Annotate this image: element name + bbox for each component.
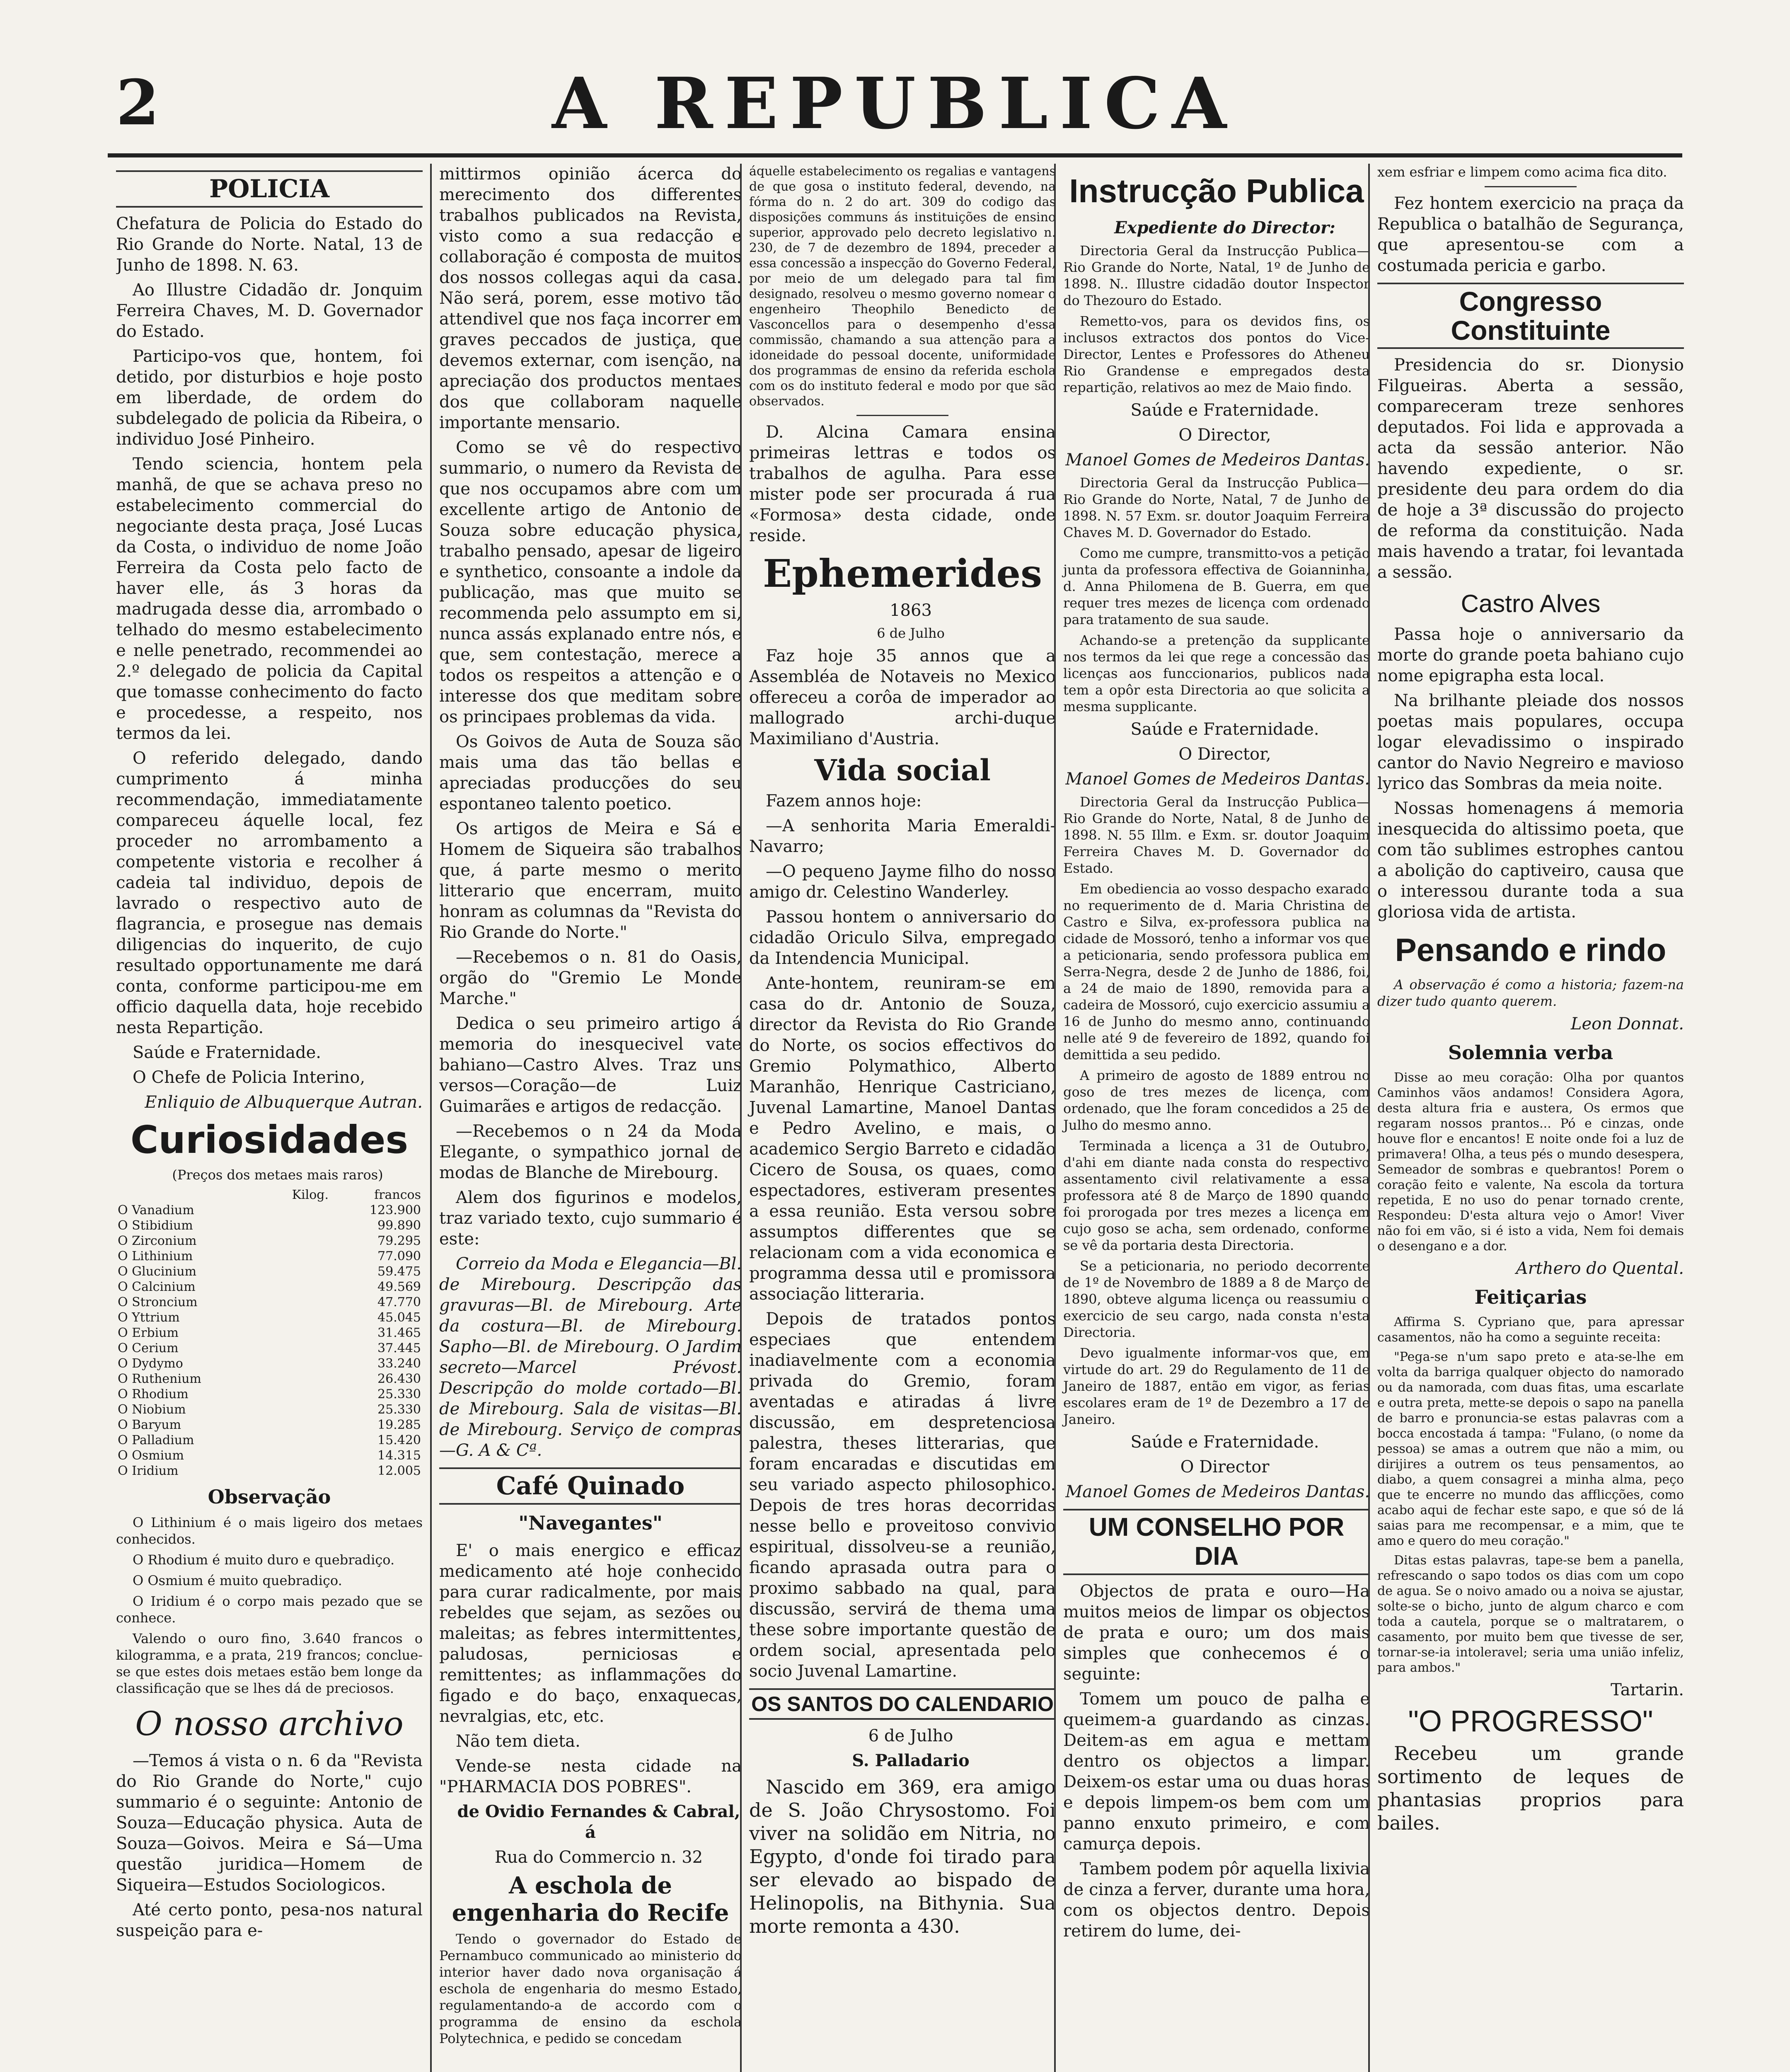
instrucao-paragraph: A primeiro de agosto de 1889 entrou no goso de tres mezes de licença, com ordenado, que lhe foram concedidos a 25 de Julho do mesmo anno. <box>1063 1067 1370 1133</box>
metal-price: 14.315 <box>377 1448 421 1463</box>
metal-name: O Zirconium <box>118 1234 197 1248</box>
archivo-paragraph: —Temos á vista o n. 6 da "Revista do Rio Grande do Norte," cujo summario é o seguinte: Antonio de Souza—Educação physica. Auta de Souza—Goivos. Meira e Sá—Uma questão juridica—Homem de Siqueira—Estudos Sociologicos. <box>116 1751 423 1895</box>
archivo-continued: mittirmos opinião ácerca do merecimento dos differentes trabalhos publicados na Revista, visto como a sua redacção e collaboração é composta de muitos dos nossos collegas aqui da casa. Não será, porem, esse motivo tão attendivel que nos faça incorrer em graves peccados de justiça, que devemos externar, com isenção, na apreciação dos productos mentaes dos que collaboram naquelle importante mensario. <box>439 165 742 432</box>
metal-name: O Glucinium <box>118 1264 197 1279</box>
instrucao-closing: Saúde e Fraternidade. <box>1130 401 1319 420</box>
instrucao-paragraph: Achando-se a pretenção da supplicante nos termos da lei que rege a concessão das licenças aos funccionarios, publicos nada tem a opôr esta Directoria ao que solicita a mesma supplicante. <box>1063 632 1370 714</box>
metal-price: 26.430 <box>377 1372 421 1386</box>
observacao-note: O Rhodium é muito duro e quebradiço. <box>133 1552 395 1568</box>
santos-name: S. Palladario <box>852 1751 970 1770</box>
solemnia-heading: Solemnia verba <box>1448 1041 1613 1064</box>
metal-name: O Palladium <box>118 1433 194 1447</box>
metal-name: O Lithinium <box>118 1249 193 1264</box>
metal-price: 37.445 <box>377 1341 421 1356</box>
instrucao-paragraph: Terminada a licença a 31 de Outubro, d'ahi em diante nada consta do respectivo assentamento civil relativamente a essa professora até 8 de Março de 1890 quando foi prorogada por tres mezes a licença em cujo goso se acha, sem ordenado, conforme se vê da portaria desta Directoria. <box>1063 1138 1370 1253</box>
metal-name: O Niobium <box>118 1402 186 1417</box>
vida-paragraph: Fazem annos hoje: <box>766 792 922 811</box>
page-columns <box>116 164 1682 2072</box>
table-row <box>116 1279 423 1295</box>
ephemerides-date: 6 de Julho <box>877 625 945 641</box>
prices-header-cell: Kilog. <box>292 1188 329 1202</box>
metal-name: O Cerium <box>118 1341 179 1356</box>
archivo-heading: O nosso archivo <box>135 1704 404 1743</box>
ephemerides-heading: Ephemerides <box>763 551 1042 596</box>
metal-name: O Erbium <box>118 1326 179 1340</box>
table-row <box>116 1233 423 1249</box>
metal-name: O Calcinium <box>118 1280 196 1294</box>
table-row <box>116 1203 423 1218</box>
castro-alves-heading: Castro Alves <box>1461 590 1601 617</box>
policia-header-line: Chefatura de Policia do Estado do Rio Grande do Norte. Natal, 13 de Junho de 1898. N. 63. <box>116 214 423 275</box>
column-2 <box>430 164 749 2072</box>
congresso-paragraph: Presidencia do sr. Dionysio Filgueiras. Aberta a sessão, compareceram treze senhores deputados. Foi lida e approvada a acta da sessão anterior. Não havendo expediente, o sr. presidente deu para ordem do dia de hoje a 3ª discussão do projecto de reforma da constituição. Nada mais havendo a tratar, foi levantada a sessão. <box>1377 356 1684 582</box>
table-row <box>116 1264 423 1279</box>
metal-price: 25.330 <box>377 1387 421 1402</box>
metal-price: 99.890 <box>377 1218 421 1233</box>
policia-paragraph: Tendo sciencia, hontem pela manhã, de que se achava preso no estabelecimento commercial do negociante desta praça, José Lucas da Costa, o individuo de nome João Ferreira da Costa pelo facto de haver elle, ás 3 horas da madrugada desse dia, arrombado o telhado do mesmo estabelecimento e nelle penetrado, recommendei ao 2.º delegado de policia da Capital que tomasse conhecimento do facto e procedesse, a respeito, nos termos da lei. <box>116 455 423 743</box>
instrucao-closing: O Director <box>1180 1457 1270 1477</box>
metal-price: 19.285 <box>377 1418 421 1432</box>
ephemerides-year: 1863 <box>890 601 932 620</box>
instrucao-paragraph: Directoria Geral da Instrucção Publica—Rio Grande do Norte, Natal, 7 de Junho de 1898. N. 57 Exm. sr. doutor Joaquim Ferreira Chaves M. D. Governador do Estado. <box>1063 475 1370 540</box>
metal-price: 123.900 <box>369 1203 421 1218</box>
observacao-heading: Observação <box>208 1486 331 1508</box>
table-row <box>116 1356 423 1371</box>
archivo-paragraph: Até certo ponto, pesa-nos natural suspeição para e- <box>116 1900 423 1940</box>
table-row <box>116 1387 423 1402</box>
metal-price: 33.240 <box>377 1356 421 1371</box>
instrucao-paragraph: Remetto-vos, para os devidos fins, os inclusos extractos dos pontos do Vice-Director, Lentes e Professores do Atheneu Rio Grandense e empregados desta repartição, relativos ao mez de Maio findo. <box>1063 313 1370 395</box>
masthead <box>108 62 1682 157</box>
metal-price: 79.295 <box>377 1234 421 1248</box>
feiticarias-signature: Tartarin. <box>1611 1680 1684 1699</box>
instrucao-paragraph: Directoria Geral da Instrucção Publica—Rio Grande do Norte, Natal, 8 de Junho de 1898. N. 55 Illm. e Exm. sr. doutor Joaquim Ferreira Chaves M. D. Governador do Estado. <box>1063 794 1370 876</box>
policia-heading: POLICIA <box>116 170 423 208</box>
congresso-heading: Congresso Constituinte <box>1377 283 1684 349</box>
metal-name: O Ruthenium <box>118 1372 201 1386</box>
progresso-paragraph: Recebeu um grande sortimento de leques de phantasias proprios para bailes. <box>1377 1742 1684 1834</box>
prices-header-row <box>116 1187 423 1203</box>
table-row <box>116 1295 423 1310</box>
metal-name: O Dydymo <box>118 1356 183 1371</box>
escola-heading: A eschola de engenharia do Recife <box>452 1872 729 1927</box>
moda-paragraph: —Recebemos o n 24 da Moda Elegante, o sympathico jornal de modas de Blanche de Mirebourg. <box>439 1122 742 1182</box>
instrucao-closing: O Director, <box>1178 426 1271 445</box>
instrucao-closing: Saúde e Fraternidade. <box>1130 1433 1319 1452</box>
policia-signature: Enliquio de Albuquerque Autran. <box>145 1093 423 1112</box>
column-4 <box>1054 164 1377 2072</box>
divider <box>856 415 948 416</box>
vida-paragraph: —A senhorita Maria Emeraldi-Navarro; <box>749 816 1056 856</box>
column-1 <box>116 164 430 2072</box>
vida-paragraph: Passou hontem o anniversario do cidadão Oriculo Silva, empregado da Intendencia Municipal. <box>749 908 1056 968</box>
metal-price: 45.045 <box>377 1310 421 1325</box>
conselho-continued: xem esfriar e limpem como acima fica dito. <box>1377 164 1667 180</box>
conselho-paragraph: Tomem um pouco de palha e queimem-a guardando as cinzas. Deitem-as em agua e mettam dentro os objectos a limpar. Deixem-os estar uma ou duas horas e depois limpem-os bem com um panno enxuto primeiro, e com camurça depois. <box>1063 1690 1370 1854</box>
prices-header-cell: francos <box>374 1188 421 1202</box>
table-row <box>116 1371 423 1387</box>
vida-social-heading: Vida social <box>814 753 991 787</box>
instrucao-paragraph: Se a peticionaria, no periodo decorrente de 1º de Novembro de 1889 a 8 de Março de 1890, obteve alguma licença ou reassumiu o exercicio de seu cargo, nada consta n'esta Directoria. <box>1063 1258 1370 1340</box>
table-row <box>116 1325 423 1341</box>
table-row <box>116 1402 423 1417</box>
metal-name: O Rhodium <box>118 1387 189 1402</box>
conselho-paragraph: Objectos de prata e ouro—Ha muitos meios de limpar os objectos de prata e ouro; um dos mais simples que conhecemos é o seguinte: <box>1063 1582 1370 1684</box>
feiticarias-heading: Feitiçarias <box>1474 1286 1587 1308</box>
cafe-paragraph: E' o mais energico e efficaz medicamento até hoje conhecido para curar radicalmente, por mais rebeldes que sejam, as sezões ou maleitas; as febres intermittentes, paludosas, perniciosas e remittentes; as inflammações do figado e do baço, enxaquecas, nevralgias, etc, etc. <box>439 1541 742 1726</box>
instrucao-paragraph: Em obediencia ao vosso despacho exarado no requerimento de d. Maria Christina de Castro e Silva, ex-professora publica na cidade de Mossoró, tenho a informar vos que a peticionaria, sendo professora publica em Serra-Negra, desde 2 de Junho de 1886, foi, a 24 de maio de 1890, removida para a cadeira de Mossoró, cujo exercicio assumiu a 16 de Junho do mesmo anno, continuando nelle até 9 de fevereiro de 1892, quando foi demittida a seu pedido. <box>1063 881 1370 1063</box>
observacao-note: Valendo o ouro fino, 3.640 francos o kilogramma, e a prata, 219 francos; conclue-se que estes dois metaes estão bem longe da classificação que se lhes dá de preciosos. <box>116 1631 423 1696</box>
cafe-quinado-subtitle: "Navegantes" <box>518 1512 663 1534</box>
metal-name: O Vanadium <box>118 1203 194 1218</box>
progresso-heading: "O PROGRESSO" <box>1408 1705 1653 1738</box>
oasis-paragraph: Dedica o seu primeiro artigo á memoria do inesquecivel vate bahiano—Castro Alves. Traz uns versos—Coração—de Luiz Guimarães e artigos de redacção. <box>439 1014 742 1116</box>
santos-heading: OS SANTOS DO CALENDARIO <box>749 1688 1056 1720</box>
policia-address: Ao Illustre Cidadão dr. Jonquim Ferreira Chaves, M. D. Governador do Estado. <box>116 281 423 341</box>
observacao-note: O Iridium é o corpo mais pezado que se conhece. <box>116 1593 423 1626</box>
escola-continued: áquelle estabelecimento os regalias e vantagens de que gosa o instituto federal, devendo, na fórma do n. 2 do art. 309 do codigo das disposições communs ás instituições de ensino superior, approvado pelo decreto legislativo n. 230, de 7 de dezembro de 1894, preceder a essa concessão a inspecção do Governo Federal, por meio de um delegado para tal fim designado, resolveu o mesmo governo nomear o engenheiro Theophilo Benedicto de Vasconcellos para o desempenho d'essa commissão, chamando a sua attenção para a idoneidade do pessoal docente, uniformidade dos programmas de ensino da referida eschola com os do instituto federal e modo por que são observados. <box>749 164 1056 409</box>
metal-name: O Iridium <box>118 1464 179 1478</box>
metal-name: O Yttrium <box>118 1310 180 1325</box>
metal-name: O Stibidium <box>118 1218 193 1233</box>
prices-table <box>116 1187 423 1479</box>
curiosidades-subtitle: (Preços dos metaes mais raros) <box>172 1167 383 1183</box>
column-5 <box>1368 164 1684 2072</box>
instrucao-closing: Saúde e Fraternidade. <box>1130 720 1319 739</box>
policia-paragraph: Participo-vos que, hontem, foi detido, por disturbios e hoje posto em liberdade, de ordem do subdelegado de policia da Ribeira, o individuo José Pinheiro. <box>116 347 423 449</box>
prices-header-cell <box>116 1187 263 1203</box>
divider <box>1485 186 1577 187</box>
oasis-paragraph: —Recebemos o n. 81 do Oasis, orgão do "Gremio Le Monde Marche." <box>439 948 742 1008</box>
instrucao-subtitle: Expediente do Director: <box>1114 218 1335 237</box>
solemnia-author: Arthero do Quental. <box>1516 1259 1684 1278</box>
metal-name: O Stroncium <box>118 1295 198 1310</box>
metal-name: O Osmium <box>118 1448 184 1463</box>
metal-price: 77.090 <box>377 1249 421 1264</box>
metal-price: 47.770 <box>377 1295 421 1310</box>
vida-paragraph: Ante-hontem, reuniram-se em casa do dr. Antonio de Souza, director da Revista do Rio Grande do Norte, os socios effectivos do Gremio Polymathico, Alberto Maranhão, Henrique Castriciano, Juvenal Lamartine, Manoel Dantas e Pedro Avelino, e mais, o academico Sergio Barreto e cidadão Cicero de Sousa, os quaes, como espectadores, estiveram presentes a essa reunião. Esta versou sobre assumptos differentes que se relacionam com a vida economica e programma dessa util e promissora associação litteraria. <box>749 974 1056 1304</box>
santos-paragraph: Nascido em 369, era amigo de S. João Chrysostomo. Foi viver na solidão em Nitria, no Egypto, d'onde foi tirado para ser elevado ao bispado de Helinopolis, na Bithynia. Sua morte remonta a 430. <box>749 1776 1056 1937</box>
curiosidades-heading: Curiosidades <box>130 1118 409 1162</box>
metal-name: O Baryum <box>118 1418 181 1432</box>
observacao-note: O Lithinium é o mais ligeiro dos metaes conhecidos. <box>116 1515 423 1547</box>
policia-closing: O Chefe de Policia Interino, <box>133 1068 365 1087</box>
table-row <box>116 1310 423 1325</box>
feiticarias-paragraph: Affirma S. Cypriano que, para apressar casamentos, não ha como a seguinte receita: <box>1377 1315 1684 1345</box>
cafe-paragraph: Não tem dieta. <box>456 1732 581 1751</box>
pensando-author: Leon Donnat. <box>1570 1014 1684 1034</box>
cafe-quinado-heading: Café Quinado <box>439 1467 742 1505</box>
policia-paragraph: O referido delegado, dando cumprimento á minha recommendação, immediatamente compareceu áquelle local, fez proceder no arrombamento a competente vistoria e recolher á cadeia tal individuo, depois de lavrado o respectivo auto de flagrancia, e prosegue nas demais diligencias do inquerito, de cujo resultado opportunamente me dará conta, conforme participou-me em officio daquella data, hoje recebido nesta Repartição. <box>116 749 423 1037</box>
policia-closing: Saúde e Fraternidade. <box>133 1043 321 1062</box>
metal-price: 31.465 <box>377 1326 421 1340</box>
vida-paragraph: —O pequeno Jayme filho do nosso amigo dr. Celestino Wanderley. <box>749 862 1056 902</box>
instrucao-paragraph: Directoria Geral da Instrucção Publica—Rio Grande do Norte, Natal, 1º de Junho de 1898. N.. Illustre cidadão doutor Inspector do Thezouro do Estado. <box>1063 243 1370 308</box>
table-row <box>116 1433 423 1448</box>
ephemerides-paragraph: Faz hoje 35 annos que a Assembléa de Notaveis no Mexico offereceu a corôa de imperador ao mallogrado archi-duque Maximiliano d'Austria. <box>749 646 1056 748</box>
moda-paragraph: Alem dos figurinos e modelos, traz variado texto, cujo summario é este: <box>439 1188 742 1249</box>
table-row <box>116 1249 423 1264</box>
escola-paragraph: Tendo o governador do Estado de Pernambuco communicado ao ministerio do interior haver dado nova organisação á eschola de engenharia do mesmo Estado, regulamentando-a de accordo com o programma de ensino da eschola Polytechnica, e pedido se concedam <box>439 1931 742 2046</box>
metal-price: 49.569 <box>377 1280 421 1294</box>
pensando-heading: Pensando e rindo <box>1395 932 1667 968</box>
batalhao-notice: Fez hontem exercicio na praça da Republica o batalhão de Segurança, que apresentou-se com a costumada pericia e garbo. <box>1377 194 1684 275</box>
table-row <box>116 1218 423 1233</box>
santos-date: 6 de Julho <box>868 1726 953 1745</box>
column-3 <box>740 164 1063 2072</box>
revista-paragraph: Os artigos de Meira e Sá e Homem de Siqueira são trabalhos que, á parte mesmo o merito litterario que encerram, muito honram as columnas da "Revista do Rio Grande do Norte." <box>439 819 742 942</box>
castro-paragraph: Passa hoje o anniversario da morte do grande poeta bahiano cujo nome epigrapha esta local. <box>1377 625 1684 685</box>
cafe-address: Rua do Commercio n. 32 <box>494 1848 703 1867</box>
cafe-vendor: de Ovidio Fernandes & Cabral, á <box>457 1802 740 1842</box>
metal-price: 15.420 <box>377 1433 421 1447</box>
table-row <box>116 1448 423 1463</box>
cafe-paragraph: Vende-se nesta cidade na "PHARMACIA DOS POBRES". <box>439 1757 742 1796</box>
instrucao-heading: Instrucção Publica <box>1069 172 1364 209</box>
instrucao-signature: Manoel Gomes de Medeiros Dantas. <box>1065 450 1370 470</box>
instrucao-closing: O Director, <box>1178 745 1271 764</box>
instrucao-paragraph: Devo igualmente informar-vos que, em virtude do art. 29 do Regulamento de 11 de Janeiro de 1887, então em vigor, as ferias escolares eram de 1º de Dezembro a 17 de Janeiro. <box>1063 1345 1370 1427</box>
vida-paragraph: Depois de tratados pontos especiaes que entendem inadiavelmente com a economia privada do Gremio, foram aventadas e atiradas á livre discussão, em despretenciosa palestra, theses litterarias, que foram encaradas e discutidas em seu variado aspecto philosophico. Depois de tres horas decorridas nesse bello e proveitoso convivio espiritual, dissolveu-se a reunião, ficando aprasada outra para o proximo sabbado na qual, para discussão, servirá de thema uma these sobre importante questão de ordem social, apresentada pelo socio Juvenal Lamartine. <box>749 1310 1056 1681</box>
table-row <box>116 1341 423 1356</box>
metal-price: 59.475 <box>377 1264 421 1279</box>
page-number: 2 <box>116 66 160 139</box>
feiticarias-paragraph: "Pega-se n'um sapo preto e ata-se-lhe em volta da barriga qualquer objecto do namorado ou da namorada, com duas fitas, uma escarlate e outra preta, mette-se depois o sapo na panella de barro e pronuncia-se estas palavras com a bocca encostada á tampa: "Fulano, (o nome da pessoa) se amas a outrem que não a mim, ou dirijires a outrem os teus pensamentos, ao diabo, a quem consagrei a minha alma, peço que te encerre no mundo das afflicções, como acabo aqui de fechar este sapo, e que só de lá saias para me recompensar, e a mim, que te amo e quero do meu coração." <box>1377 1350 1684 1548</box>
instrucao-paragraph: Como me cumpre, transmitto-vos a petição junta da professora effectiva de Goianninha, d. Anna Philomena de B. Guerra, em que requer tres mezes de licença com ordenado para tratamento de sua saude. <box>1063 545 1370 627</box>
revista-paragraph: Como se vê do respectivo summario, o numero da Revista de que nos occupamos abre com um excellente artigo de Antonio de Souza sobre educação physica, trabalho pensado, apesar de ligeiro e synthetico, consoante a indole da publicação, mas que muito se recommenda pelo assumpto em si, nunca assás explanado entre nós, e que, sem contestação, merece a todos os respeitos a attenção e o interesse dos que meditam sobre os principaes problemas da vida. <box>439 438 742 726</box>
revista-paragraph: Os Goivos de Auta de Souza são mais uma das tão bellas e apreciadas producções do seu espontaneo talento poetico. <box>439 732 742 813</box>
observacao-note: O Osmium é muito quebradiço. <box>133 1573 342 1588</box>
metal-price: 25.330 <box>377 1402 421 1417</box>
conselho-paragraph: Tambem podem pôr aquella lixivia de cinza a ferver, durante uma hora, com os objectos dentro. Depois retirem do lume, dei- <box>1063 1859 1370 1941</box>
instrucao-signature: Manoel Gomes de Medeiros Dantas. <box>1065 770 1370 789</box>
alcina-notice: D. Alcina Camara ensina primeiras lettras e todos os trabalhos de agulha. Para esse mister pode ser procurada á rua «Formosa» desta cidade, onde reside. <box>749 423 1056 545</box>
instrucao-signature: Manoel Gomes de Medeiros Dantas. <box>1065 1482 1370 1501</box>
solemnia-verse: Disse ao meu coração: Olha por quantos Caminhos vãos andamos! Considera Agora, desta altura fria e austera, Os ermos que regaram nossos prantos... Pó e cinzas, onde houve flor e encantos! E noite onde foi a luz de primavera! Olha, a teus pés o mundo desespera, Semeador de sombras e quebrantos! Porem o coração feito e valente, Na escola da tortura repetida, E no uso do penar tornado crente, Respondeu: D'esta altura vejo o Amor! Viver não foi em vão, si é isto a vida, Nem foi demais o desengano e a dor. <box>1377 1070 1684 1254</box>
castro-paragraph: Nossas homenagens á memoria inesquecida do altissimo poeta, que com tão sublimes estrophes cantou a abolição do captiveiro, causa que o interessou durante toda a sua gloriosa vida de artista. <box>1377 799 1684 922</box>
table-row <box>116 1463 423 1479</box>
metal-price: 12.005 <box>377 1464 421 1478</box>
conselho-heading: UM CONSELHO POR DIA <box>1063 1509 1370 1575</box>
castro-paragraph: Na brilhante pleiade dos nossos poetas mais populares, occupa logar elevadissimo o inspirado cantor do Navio Negreiro e mavioso lyrico das Sombras da meia noite. <box>1377 691 1684 793</box>
pensando-quote: A observação é como a historia; fazem-na dizer tudo quanto querem. <box>1377 977 1684 1009</box>
newspaper-title: A REPUBLICA <box>552 62 1238 145</box>
table-row <box>116 1417 423 1433</box>
feiticarias-paragraph: Ditas estas palavras, tape-se bem a panella, refrescando o sapo todos os dias com um copo de agua. Se o noivo amado ou a noiva se ajustar, solte-se o bicho, junto de algum charco e com toda a cautela, porque se o maltratarem, o casamento, por muito bem que tivesse de ser, tornar-se-ia intoleravel; seria uma união infeliz, para ambos." <box>1377 1553 1684 1675</box>
moda-summary: Correio da Moda e Elegancia—Bl. de Mirebourg. Descripção das gravuras—Bl. de Mirebourg. Arte da costura—Bl. de Mirebourg. Sapho—Bl. de Mirebourg. O Jardim secreto—Marcel Prévost. Descripção do molde cortado—Bl. de Mirebourg. Sala de visitas—Bl. de Mirebourg. Serviço de compras—G. A & Cª. <box>439 1254 742 1460</box>
